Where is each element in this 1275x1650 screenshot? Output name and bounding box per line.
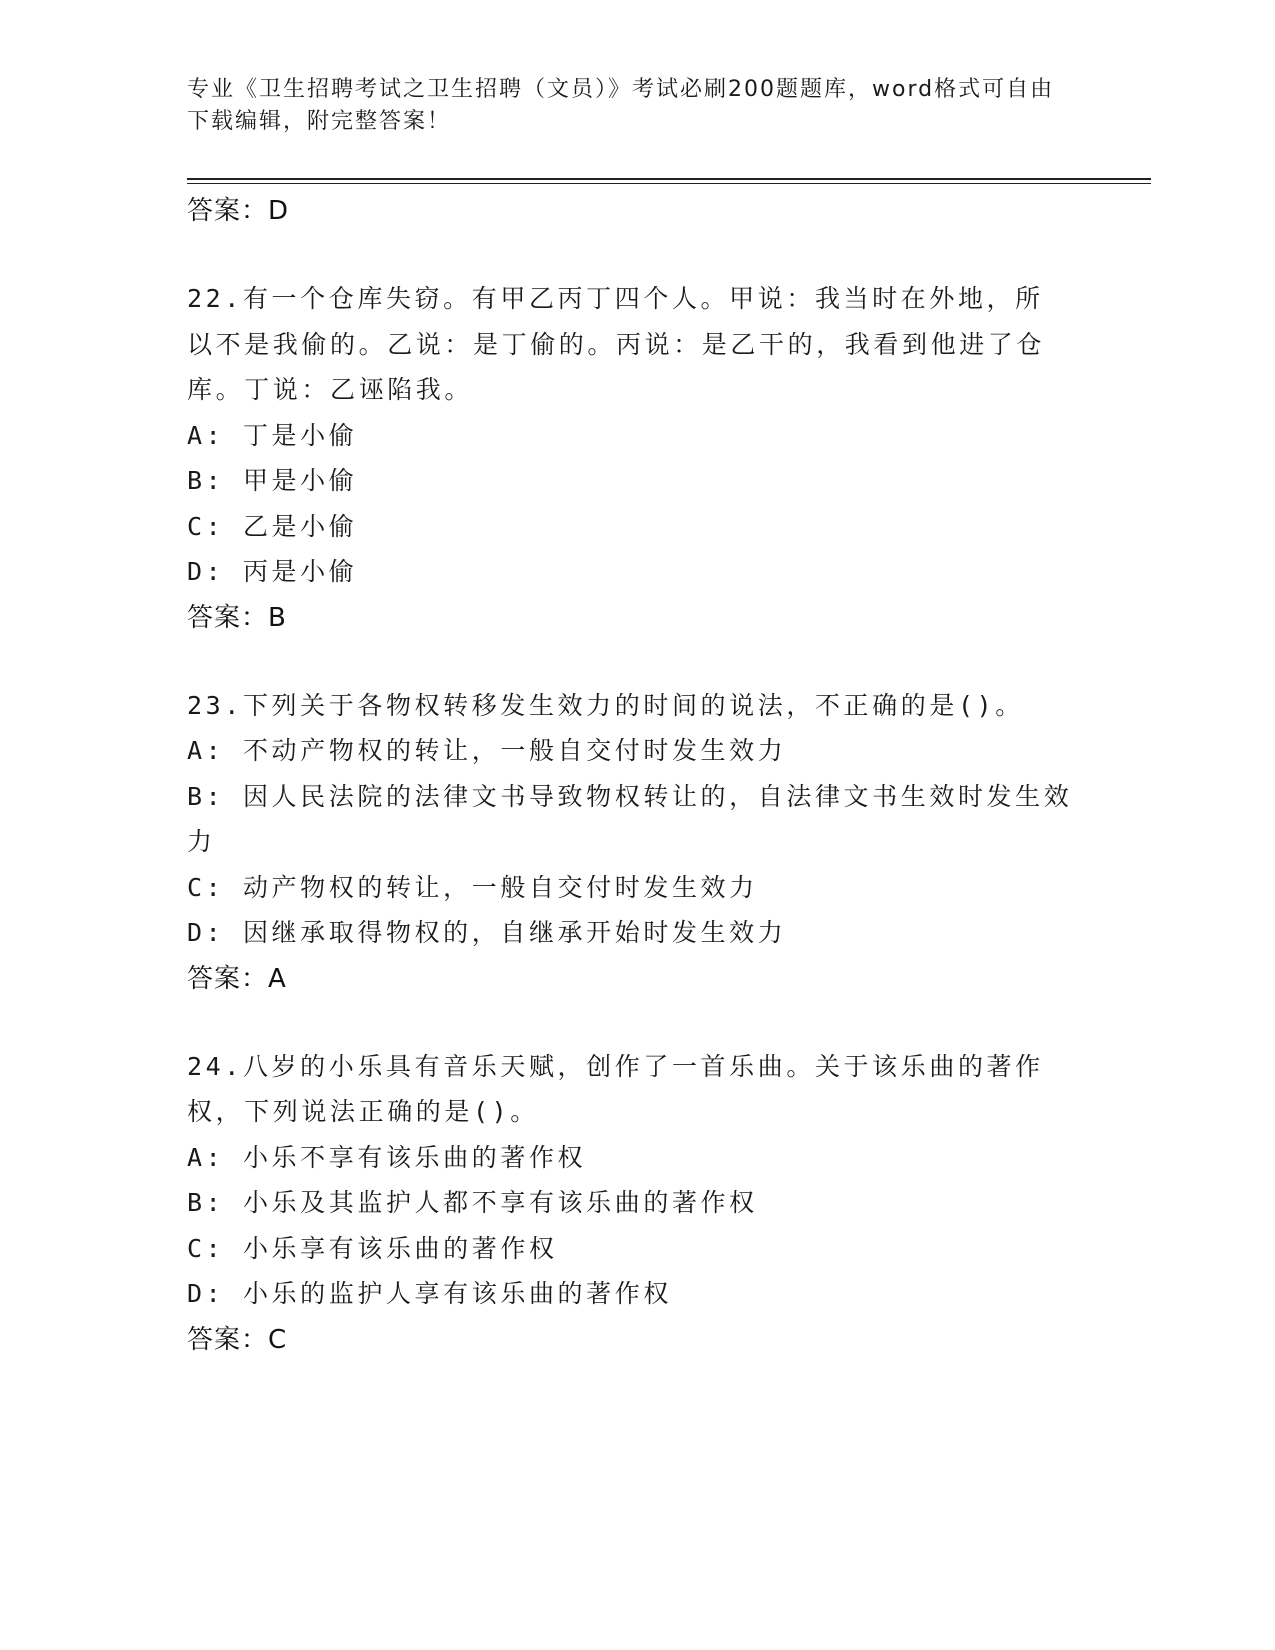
option-c: C: 小乐享有该乐曲的著作权 — [187, 1233, 558, 1263]
option-a: A: 不动产物权的转让，一般自交付时发生效力 — [187, 736, 787, 765]
answer: 答案：B — [187, 602, 287, 633]
option-d: D: 小乐的监护人享有该乐曲的著作权 — [187, 1279, 672, 1308]
question-text: 24.八岁的小乐具有音乐天赋，创作了一首乐曲。关于该乐曲的著作权，下列说法正确的是()。 — [187, 1051, 1044, 1126]
option-b: B: 甲是小偷 — [187, 466, 358, 495]
option-d: D: 丙是小偷 — [187, 557, 358, 586]
header-rule-thick — [187, 178, 1151, 180]
option-a: A: 小乐不享有该乐曲的著作权 — [187, 1142, 587, 1172]
question-text: 22.有一个仓库失窃。有甲乙丙丁四个人。甲说：我当时在外地，所以不是我偷的。乙说：是丁偷的。丙说：是乙干的，我看到他进了仓库。丁说：乙诬陷我。 — [187, 284, 1046, 404]
header-rule-thin — [187, 183, 1151, 184]
answer: 答案：A — [187, 963, 287, 994]
answer: 答案：C — [187, 1324, 288, 1355]
option-a: A: 丁是小偷 — [187, 420, 358, 450]
option-d: D: 因继承取得物权的，自继承开始时发生效力 — [187, 918, 787, 947]
option-b: B: 小乐及其监护人都不享有该乐曲的著作权 — [187, 1188, 758, 1217]
question-text: 23.下列关于各物权转移发生效力的时间的说法，不正确的是()。 — [187, 690, 1024, 720]
option-b: B: 因人民法院的法律文书导致物权转让的，自法律文书生效时发生效力 — [187, 781, 1073, 856]
question-23 — [187, 683, 1087, 1002]
option-c: C: 乙是小偷 — [187, 511, 358, 541]
previous-answer: 答案：D — [187, 196, 290, 226]
option-c: C: 动产物权的转让，一般自交付时发生效力 — [187, 872, 758, 902]
document-body — [187, 188, 1087, 1405]
question-24 — [187, 1044, 1087, 1363]
document-header: 专业《卫生招聘考试之卫生招聘（文员）》考试必刷200题题库，word格式可自由下载编辑，附完整答案！ — [187, 77, 1055, 134]
question-22 — [187, 276, 1087, 641]
